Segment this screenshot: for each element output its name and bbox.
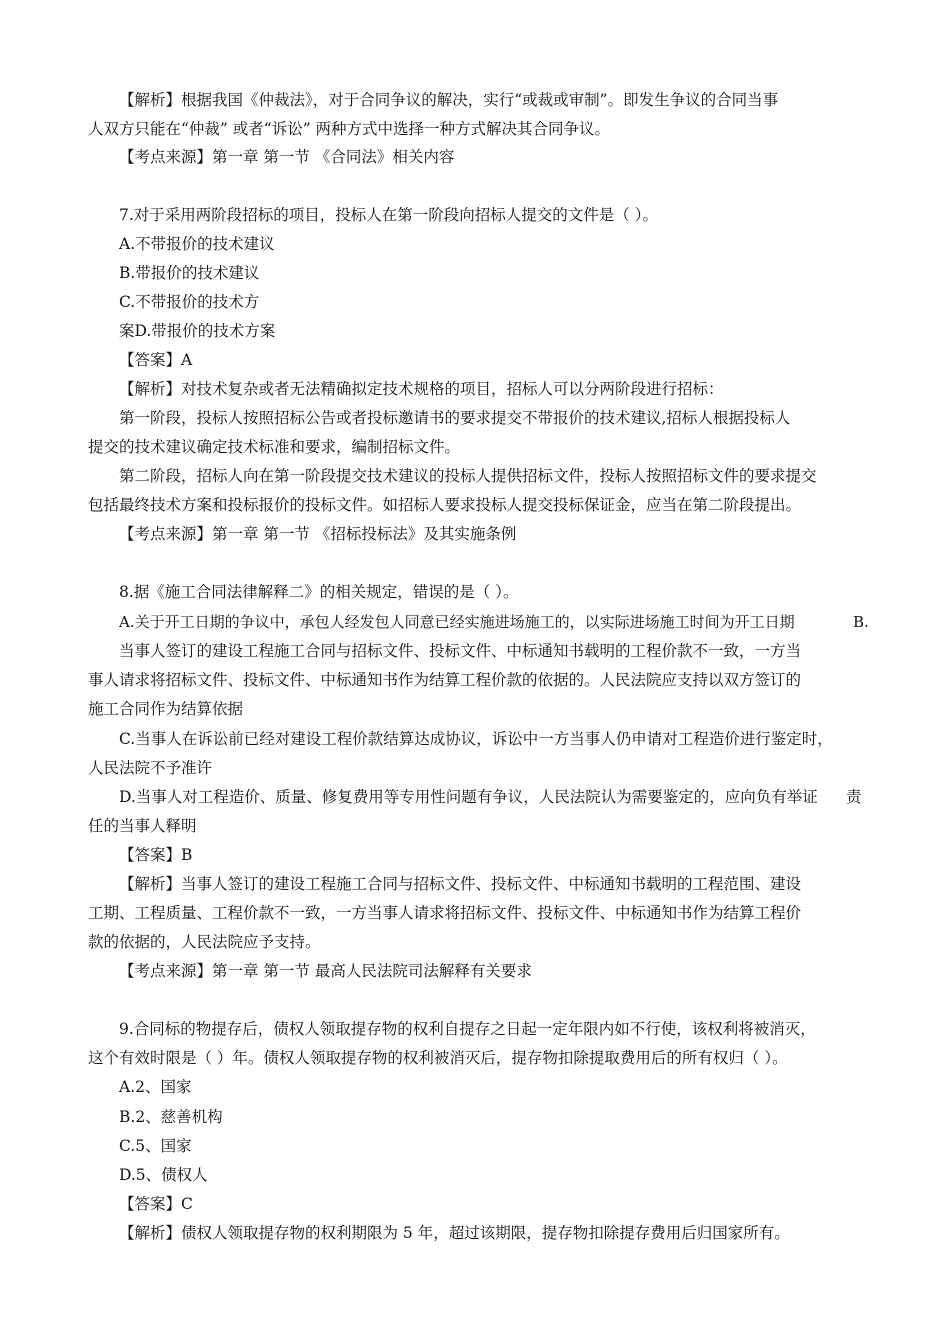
q8-option-b-label: B. (853, 613, 869, 631)
q8-answer: 【答案】B (119, 846, 193, 864)
q9-option-a: A.2、国家 (119, 1078, 192, 1096)
q7-option-a: A.不带报价的技术建议 (119, 235, 275, 253)
q8-stem: 8.据《施工合同法律解释二》的相关规定，错误的是（ ）。 (119, 583, 519, 601)
q8-option-c-line-1: C.当事人在诉讼前已经对建设工程价款结算达成协议，诉讼中一方当事人仍申请对工程造价进行鉴定时， (119, 730, 833, 748)
q6-analysis-line-2: 人双方只能在“仲裁” 或者“诉讼” 两种方式中选择一种方式解决其合同争议。 (88, 120, 611, 138)
q8-option-d-line-1-end: 责 (846, 788, 862, 806)
q6-analysis-line-1: 【解析】根据我国《仲裁法》，对于合同争议的解决，实行“或裁或审制”。即发生争议的合同当事 (119, 91, 779, 109)
q9-option-d: D.5、债权人 (119, 1166, 208, 1184)
q7-analysis-line-5: 包括最终技术方案和投标报价的投标文件。如招标人要求投标人提交投标保证金，应当在第二阶段提出。 (88, 496, 802, 514)
q9-stem-line-1: 9.合同标的物提存后，债权人领取提存物的权利自提存之日起一定年限内如不行使，该权利将被消灭， (119, 1020, 816, 1038)
q8-analysis-line-3: 款的依据的，人民法院应予支持。 (88, 933, 321, 951)
q8-option-c-line-2: 人民法院不予准许 (88, 759, 213, 777)
q7-source: 【考点来源】第一章 第一节 《招标投标法》及其实施条例 (119, 525, 517, 543)
q9-option-c: C.5、国家 (119, 1137, 192, 1155)
q8-option-b-line-3: 施工合同作为结算依据 (88, 700, 244, 718)
q7-analysis-line-4: 第二阶段，招标人向在第一阶段提交技术建议的投标人提供招标文件，投标人按照招标文件的要求提交 (119, 467, 817, 485)
q8-option-d-line-2: 任的当事人释明 (88, 817, 197, 835)
q7-option-b: B.带报价的技术建议 (119, 264, 260, 282)
q8-analysis-line-1: 【解析】当事人签订的建设工程施工合同与招标文件、投标文件、中标通知书载明的工程范围、建设 (119, 875, 802, 893)
q7-answer: 【答案】A (119, 351, 193, 369)
q9-option-b: B.2、慈善机构 (119, 1108, 223, 1126)
q8-source: 【考点来源】第一章 第一节 最高人民法院司法解释有关要求 (119, 962, 532, 980)
q8-analysis-line-2: 工期、工程质量、工程价款不一致，一方当事人请求将招标文件、投标文件、中标通知书作为结算工程价 (88, 904, 802, 922)
q7-option-d: 案D.带报价的技术方案 (119, 322, 276, 340)
q9-answer: 【答案】C (119, 1195, 193, 1213)
q8-option-d-line-1: D.当事人对工程造价、质量、修复费用等专用性问题有争议，人民法院认为需要鉴定的，应向负有举证 (119, 788, 818, 806)
q7-analysis-line-2: 第一阶段，投标人按照招标公告或者投标邀请书的要求提交不带报价的技术建议,招标人根据投标人 (119, 409, 791, 427)
q7-stem: 7.对于采用两阶段招标的项目，投标人在第一阶段向招标人提交的文件是（ ）。 (119, 206, 658, 224)
q8-option-a: A.关于开工日期的争议中，承包人经发包人同意已经实施进场施工的，以实际进场施工时间为开工日期 (119, 613, 795, 631)
q7-analysis-line-3: 提交的技术建议确定技术标准和要求，编制招标文件。 (88, 438, 461, 456)
q8-option-b-line-1: 当事人签订的建设工程施工合同与招标文件、投标文件、中标通知书载明的工程价款不一致，一方当 (119, 642, 802, 660)
q6-source: 【考点来源】第一章 第一节 《合同法》相关内容 (119, 148, 455, 166)
q7-option-c: C.不带报价的技术方 (119, 293, 260, 311)
q8-option-b-line-2: 事人请求将招标文件、投标文件、中标通知书作为结算工程价款的依据的。人民法院应支持以双方签订的 (88, 671, 802, 689)
q9-stem-line-2: 这个有效时限是（ ）年。债权人领取提存物的权利被消灭后，提存物扣除提取费用后的所有权归（ ）。 (88, 1049, 788, 1067)
q9-analysis: 【解析】债权人领取提存物的权利期限为 5 年，超过该期限，提存物扣除提存费用后归国家所有。 (119, 1224, 790, 1242)
q7-analysis-line-1: 【解析】对技术复杂或者无法精确拟定技术规格的项目，招标人可以分两阶段进行招标： (119, 380, 724, 398)
